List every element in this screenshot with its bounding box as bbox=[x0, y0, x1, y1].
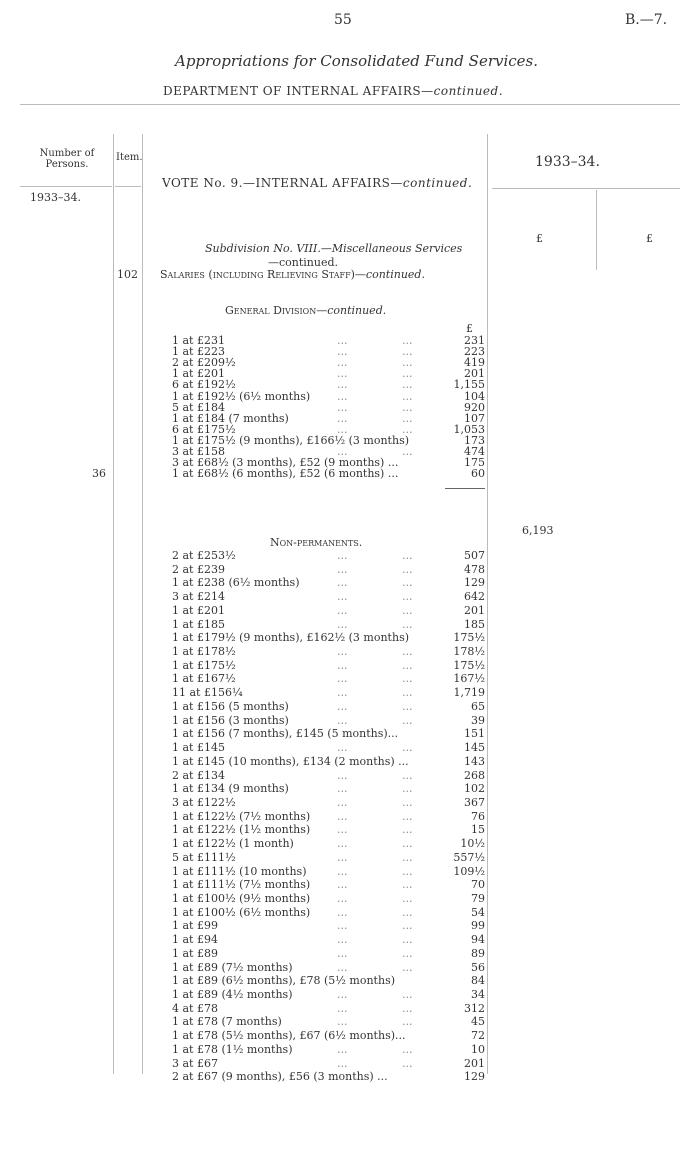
row-amount: 173 bbox=[464, 433, 485, 447]
row-label: 1 at £122½ (1 month) bbox=[172, 837, 294, 851]
leader-dots: ... bbox=[402, 878, 413, 892]
leader-dots: ... bbox=[402, 389, 413, 403]
table-row bbox=[172, 700, 487, 712]
header-rule bbox=[115, 186, 141, 187]
leader-dots: ... bbox=[402, 1015, 413, 1029]
leader-dots: ... bbox=[402, 672, 413, 686]
leader-dots: ... bbox=[337, 1001, 348, 1015]
leader-dots: ... bbox=[402, 422, 413, 436]
leader-dots: ... bbox=[402, 960, 413, 974]
leader-dots: ... bbox=[402, 367, 413, 381]
row-amount: 201 bbox=[464, 1056, 485, 1070]
row-label: 3 at £158 bbox=[172, 445, 225, 458]
row-amount: 201 bbox=[464, 603, 485, 617]
leader-dots: ... bbox=[402, 445, 413, 458]
leader-dots: ... bbox=[402, 933, 413, 947]
leader-dots: ... bbox=[402, 562, 413, 576]
leader-dots: ... bbox=[402, 864, 413, 878]
leader-dots: ... bbox=[337, 378, 348, 392]
row-label: 1 at £192½ (6½ months) bbox=[172, 389, 311, 403]
leader-dots: ... bbox=[337, 411, 348, 425]
leader-dots: ... bbox=[337, 823, 348, 837]
leader-dots: ... bbox=[402, 919, 413, 933]
row-amount: 419 bbox=[464, 356, 485, 370]
row-label: 1 at £145 (10 months), £134 (2 months) ... bbox=[172, 754, 409, 768]
department-continued: continued. bbox=[433, 84, 504, 98]
row-label: 1 at £201 bbox=[172, 367, 225, 381]
leader-dots: ... bbox=[402, 400, 413, 414]
row-label: 1 at £178½ bbox=[172, 645, 236, 659]
row-label: 3 at £214 bbox=[172, 590, 225, 604]
table-row bbox=[172, 796, 487, 808]
table-row bbox=[172, 1043, 487, 1055]
table-row bbox=[172, 823, 487, 835]
row-label: 1 at £156 (7 months), £145 (5 months)... bbox=[172, 727, 399, 741]
row-amount: 72 bbox=[471, 1029, 485, 1043]
row-amount: 79 bbox=[471, 892, 485, 905]
leader-dots: ... bbox=[402, 809, 413, 823]
table-row bbox=[172, 878, 487, 890]
leader-dots: ... bbox=[337, 960, 348, 974]
leader-dots: ... bbox=[402, 603, 413, 617]
table-row bbox=[172, 618, 487, 630]
row-amount: 99 bbox=[471, 919, 485, 933]
header-top-rule bbox=[20, 104, 680, 105]
row-amount: 89 bbox=[471, 946, 485, 960]
row-label: 1 at £185 bbox=[172, 617, 225, 631]
row-amount: 45 bbox=[471, 1015, 485, 1029]
table-row bbox=[172, 865, 487, 877]
table-row bbox=[172, 810, 487, 822]
row-label: 1 at £78 (5½ months), £67 (6½ months)... bbox=[172, 1029, 406, 1043]
row-amount: 34 bbox=[471, 988, 485, 1002]
table-row bbox=[172, 974, 487, 986]
table-row bbox=[172, 1015, 487, 1027]
subtotal-rule bbox=[445, 488, 485, 489]
row-label: 1 at £238 (6½ months) bbox=[172, 576, 300, 590]
row-amount: 84 bbox=[471, 974, 485, 988]
leader-dots: ... bbox=[402, 617, 413, 631]
leader-dots: ... bbox=[337, 809, 348, 823]
table-row bbox=[172, 837, 487, 849]
leader-dots: ... bbox=[337, 946, 348, 960]
row-amount: 367 bbox=[464, 795, 485, 809]
leader-dots: ... bbox=[337, 1015, 348, 1029]
row-amount: 175 bbox=[464, 456, 485, 470]
currency-column-1: £ bbox=[536, 232, 543, 245]
table-row bbox=[172, 576, 487, 588]
leader-dots: ... bbox=[337, 389, 348, 403]
leader-dots: ... bbox=[337, 334, 348, 347]
leader-dots: ... bbox=[402, 782, 413, 796]
row-label: 2 at £209½ bbox=[172, 356, 236, 370]
leader-dots: ... bbox=[337, 768, 348, 782]
leader-dots: ... bbox=[337, 1056, 348, 1070]
leader-dots: ... bbox=[402, 1042, 413, 1056]
currency-label: £ bbox=[466, 322, 473, 335]
row-label: 1 at £145 bbox=[172, 741, 225, 755]
leader-dots: ... bbox=[402, 576, 413, 590]
year-header: 1933–34. bbox=[535, 154, 600, 170]
row-amount: 507 bbox=[464, 549, 485, 562]
column-divider bbox=[487, 134, 488, 1074]
row-amount: 56 bbox=[471, 960, 485, 974]
row-label: 1 at £94 bbox=[172, 933, 218, 947]
row-amount: 1,053 bbox=[453, 422, 485, 436]
table-row bbox=[172, 727, 487, 739]
row-amount: 10½ bbox=[460, 837, 485, 851]
row-amount: 920 bbox=[464, 400, 485, 414]
leader-dots: ... bbox=[337, 933, 348, 947]
leader-dots: ... bbox=[337, 617, 348, 631]
leader-dots: ... bbox=[337, 864, 348, 878]
table-row bbox=[172, 686, 487, 698]
leader-dots: ... bbox=[402, 768, 413, 782]
table-row bbox=[172, 604, 487, 616]
table-row bbox=[172, 563, 487, 575]
page-title: Appropriations for Consolidated Fund Services. bbox=[175, 52, 539, 70]
leader-dots: ... bbox=[337, 356, 348, 370]
row-label: 1 at £111½ (10 months) bbox=[172, 864, 307, 878]
row-label: 1 at £167½ bbox=[172, 672, 236, 686]
row-amount: 268 bbox=[464, 768, 485, 782]
leader-dots: ... bbox=[402, 549, 413, 562]
number-of-persons-header: Number of Persons. bbox=[39, 148, 95, 170]
row-label: 6 at £175½ bbox=[172, 422, 236, 436]
table-row bbox=[172, 1070, 487, 1082]
row-amount: 65 bbox=[471, 699, 485, 713]
row-amount: 557½ bbox=[453, 850, 485, 864]
table-row bbox=[172, 645, 487, 657]
non-permanents-heading: Non-permanents. bbox=[270, 536, 363, 549]
row-amount: 129 bbox=[464, 1070, 485, 1084]
leader-dots: ... bbox=[402, 590, 413, 604]
leader-dots: ... bbox=[402, 1056, 413, 1070]
table-row bbox=[172, 782, 487, 794]
row-amount: 60 bbox=[471, 467, 485, 481]
row-label: 1 at £179½ (9 months), £162½ (3 months) bbox=[172, 631, 409, 645]
table-row bbox=[172, 1029, 487, 1041]
department-name: DEPARTMENT OF INTERNAL AFFAIRS— bbox=[163, 84, 434, 98]
row-label: 1 at £100½ (9½ months) bbox=[172, 892, 311, 905]
leader-dots: ... bbox=[337, 713, 348, 727]
table-row bbox=[172, 755, 487, 767]
row-label: 1 at £122½ (1½ months) bbox=[172, 823, 311, 837]
leader-dots: ... bbox=[402, 795, 413, 809]
row-amount: 102 bbox=[464, 782, 485, 796]
leader-dots: ... bbox=[337, 645, 348, 659]
subdivision-title: Subdivision No. VIII.—Miscellaneous Services bbox=[205, 242, 463, 255]
general-division-heading bbox=[225, 304, 386, 317]
leader-dots: ... bbox=[337, 549, 348, 562]
row-label: 1 at £122½ (7½ months) bbox=[172, 809, 311, 823]
row-label: 2 at £67 (9 months), £56 (3 months) ... bbox=[172, 1070, 388, 1084]
leader-dots: ... bbox=[402, 713, 413, 727]
table-row bbox=[172, 906, 487, 918]
page-number: 55 bbox=[334, 12, 352, 28]
row-amount: 54 bbox=[471, 905, 485, 919]
row-amount: 185 bbox=[464, 617, 485, 631]
row-amount: 223 bbox=[464, 345, 485, 359]
leader-dots: ... bbox=[402, 850, 413, 864]
leader-dots: ... bbox=[337, 562, 348, 576]
leader-dots: ... bbox=[402, 988, 413, 1002]
row-amount: 178½ bbox=[453, 645, 485, 659]
row-label: 2 at £239 bbox=[172, 562, 225, 576]
leader-dots: ... bbox=[402, 892, 413, 905]
table-row bbox=[172, 1057, 487, 1069]
leader-dots: ... bbox=[402, 741, 413, 755]
leader-dots: ... bbox=[402, 946, 413, 960]
header-rule bbox=[492, 188, 680, 189]
row-amount: 312 bbox=[464, 1001, 485, 1015]
leader-dots: ... bbox=[402, 823, 413, 837]
table-row bbox=[172, 961, 487, 973]
row-label: 1 at £156 (3 months) bbox=[172, 713, 289, 727]
row-label: 1 at £134 (9 months) bbox=[172, 782, 289, 796]
year-left-header: 1933–34. bbox=[30, 191, 81, 204]
row-amount: 175½ bbox=[453, 658, 485, 672]
leader-dots: ... bbox=[402, 334, 413, 347]
leader-dots: ... bbox=[402, 356, 413, 370]
row-label: 1 at £175½ bbox=[172, 658, 236, 672]
leader-dots: ... bbox=[402, 905, 413, 919]
general-division-continued: continued. bbox=[327, 304, 387, 317]
row-label: 3 at £122½ bbox=[172, 795, 236, 809]
row-label: 1 at £111½ (7½ months) bbox=[172, 878, 311, 892]
row-label: 5 at £111½ bbox=[172, 850, 236, 864]
row-label: 1 at £78 (1½ months) bbox=[172, 1042, 293, 1056]
row-label: 6 at £192½ bbox=[172, 378, 236, 392]
leader-dots: ... bbox=[337, 345, 348, 359]
item-header: Item. bbox=[116, 152, 143, 163]
persons-count: 36 bbox=[92, 467, 106, 480]
row-amount: 167½ bbox=[453, 672, 485, 686]
leader-dots: ... bbox=[402, 837, 413, 851]
row-label: 1 at £223 bbox=[172, 345, 225, 359]
table-row bbox=[172, 919, 487, 931]
general-division-label: General Division— bbox=[225, 304, 328, 317]
row-label: 1 at £184 (7 months) bbox=[172, 411, 289, 425]
leader-dots: ... bbox=[402, 658, 413, 672]
row-label: 1 at £100½ (6½ months) bbox=[172, 905, 311, 919]
row-amount: 143 bbox=[464, 754, 485, 768]
table-row bbox=[172, 631, 487, 643]
leader-dots: ... bbox=[337, 892, 348, 905]
table-row bbox=[172, 947, 487, 959]
leader-dots: ... bbox=[337, 672, 348, 686]
leader-dots: ... bbox=[337, 603, 348, 617]
leader-dots: ... bbox=[337, 795, 348, 809]
table-row bbox=[172, 892, 487, 904]
row-label: 1 at £201 bbox=[172, 603, 225, 617]
leader-dots: ... bbox=[402, 378, 413, 392]
item-number: 102 bbox=[117, 268, 138, 281]
row-label: 11 at £156¼ bbox=[172, 686, 243, 700]
leader-dots: ... bbox=[402, 1001, 413, 1015]
row-label: 1 at £99 bbox=[172, 919, 218, 933]
leader-dots: ... bbox=[402, 645, 413, 659]
row-amount: 94 bbox=[471, 933, 485, 947]
row-label: 2 at £134 bbox=[172, 768, 225, 782]
vote-continued: continued. bbox=[402, 176, 473, 190]
row-amount: 15 bbox=[471, 823, 485, 837]
vote-name: VOTE No. 9.—INTERNAL AFFAIRS— bbox=[162, 176, 403, 190]
table-row bbox=[172, 714, 487, 726]
row-label: 5 at £184 bbox=[172, 400, 225, 414]
leader-dots: ... bbox=[337, 878, 348, 892]
row-label: 1 at £89 bbox=[172, 946, 218, 960]
table-row bbox=[172, 851, 487, 863]
leader-dots: ... bbox=[337, 658, 348, 672]
column-divider bbox=[142, 134, 143, 1074]
table-row bbox=[172, 672, 487, 684]
leader-dots: ... bbox=[402, 411, 413, 425]
row-label: 1 at £175½ (9 months), £166½ (3 months) bbox=[172, 433, 409, 447]
leader-dots: ... bbox=[402, 699, 413, 713]
table-row bbox=[172, 933, 487, 945]
row-label: 1 at £89 (4½ months) bbox=[172, 988, 293, 1002]
row-label: 2 at £253½ bbox=[172, 549, 236, 562]
row-amount: 1,719 bbox=[453, 686, 485, 700]
leader-dots: ... bbox=[337, 590, 348, 604]
column-divider bbox=[596, 190, 597, 270]
row-amount: 129 bbox=[464, 576, 485, 590]
row-label: 4 at £78 bbox=[172, 1001, 218, 1015]
salaries-heading bbox=[160, 268, 425, 281]
table-row bbox=[172, 590, 487, 602]
row-amount: 175½ bbox=[453, 631, 485, 645]
leader-dots: ... bbox=[337, 741, 348, 755]
leader-dots: ... bbox=[337, 988, 348, 1002]
leader-dots: ... bbox=[337, 445, 348, 458]
subdivision-continued: —continued. bbox=[268, 256, 339, 269]
row-amount: 201 bbox=[464, 367, 485, 381]
table-row bbox=[172, 988, 487, 1000]
row-amount: 231 bbox=[464, 334, 485, 347]
leader-dots: ... bbox=[402, 686, 413, 700]
row-amount: 70 bbox=[471, 878, 485, 892]
row-label: 1 at £89 (6½ months), £78 (5½ months) bbox=[172, 974, 396, 988]
leader-dots: ... bbox=[337, 576, 348, 590]
row-label: 1 at £68½ (6 months), £52 (6 months) ... bbox=[172, 467, 399, 481]
row-label: 3 at £67 bbox=[172, 1056, 218, 1070]
leader-dots: ... bbox=[337, 422, 348, 436]
row-amount: 145 bbox=[464, 741, 485, 755]
leader-dots: ... bbox=[337, 686, 348, 700]
table-row bbox=[172, 1002, 487, 1014]
salaries-continued: continued. bbox=[365, 268, 425, 281]
vote-title bbox=[162, 176, 472, 190]
row-label: 1 at £156 (5 months) bbox=[172, 699, 289, 713]
table-row bbox=[172, 549, 487, 561]
row-amount: 642 bbox=[464, 590, 485, 604]
leader-dots: ... bbox=[337, 919, 348, 933]
row-amount: 10 bbox=[471, 1042, 485, 1056]
row-label: 1 at £89 (7½ months) bbox=[172, 960, 293, 974]
leader-dots: ... bbox=[337, 699, 348, 713]
department-heading bbox=[163, 84, 503, 98]
row-amount: 104 bbox=[464, 389, 485, 403]
leader-dots: ... bbox=[337, 367, 348, 381]
row-amount: 474 bbox=[464, 445, 485, 458]
leader-dots: ... bbox=[337, 837, 348, 851]
row-label: 1 at £78 (7 months) bbox=[172, 1015, 282, 1029]
row-label: 1 at £231 bbox=[172, 334, 225, 347]
row-label: 3 at £68½ (3 months), £52 (9 months) ... bbox=[172, 456, 399, 470]
header-rule bbox=[20, 186, 112, 187]
leader-dots: ... bbox=[337, 782, 348, 796]
currency-column-2: £ bbox=[646, 232, 653, 245]
row-amount: 1,155 bbox=[453, 378, 485, 392]
row-amount: 39 bbox=[471, 713, 485, 727]
leader-dots: ... bbox=[337, 905, 348, 919]
column-divider bbox=[113, 134, 114, 1074]
leader-dots: ... bbox=[337, 850, 348, 864]
leader-dots: ... bbox=[402, 345, 413, 359]
table-row bbox=[172, 659, 487, 671]
division-total: 6,193 bbox=[522, 524, 554, 537]
table-row bbox=[172, 741, 487, 753]
document-reference: B.—7. bbox=[625, 12, 668, 28]
table-row bbox=[172, 769, 487, 781]
row-amount: 76 bbox=[471, 809, 485, 823]
leader-dots: ... bbox=[337, 400, 348, 414]
salaries-label: Salaries (including Relieving Staff)— bbox=[160, 268, 366, 281]
row-amount: 151 bbox=[464, 727, 485, 741]
row-amount: 109½ bbox=[453, 864, 485, 878]
row-amount: 478 bbox=[464, 562, 485, 576]
row-amount: 107 bbox=[464, 411, 485, 425]
leader-dots: ... bbox=[337, 1042, 348, 1056]
table-row bbox=[172, 467, 487, 479]
